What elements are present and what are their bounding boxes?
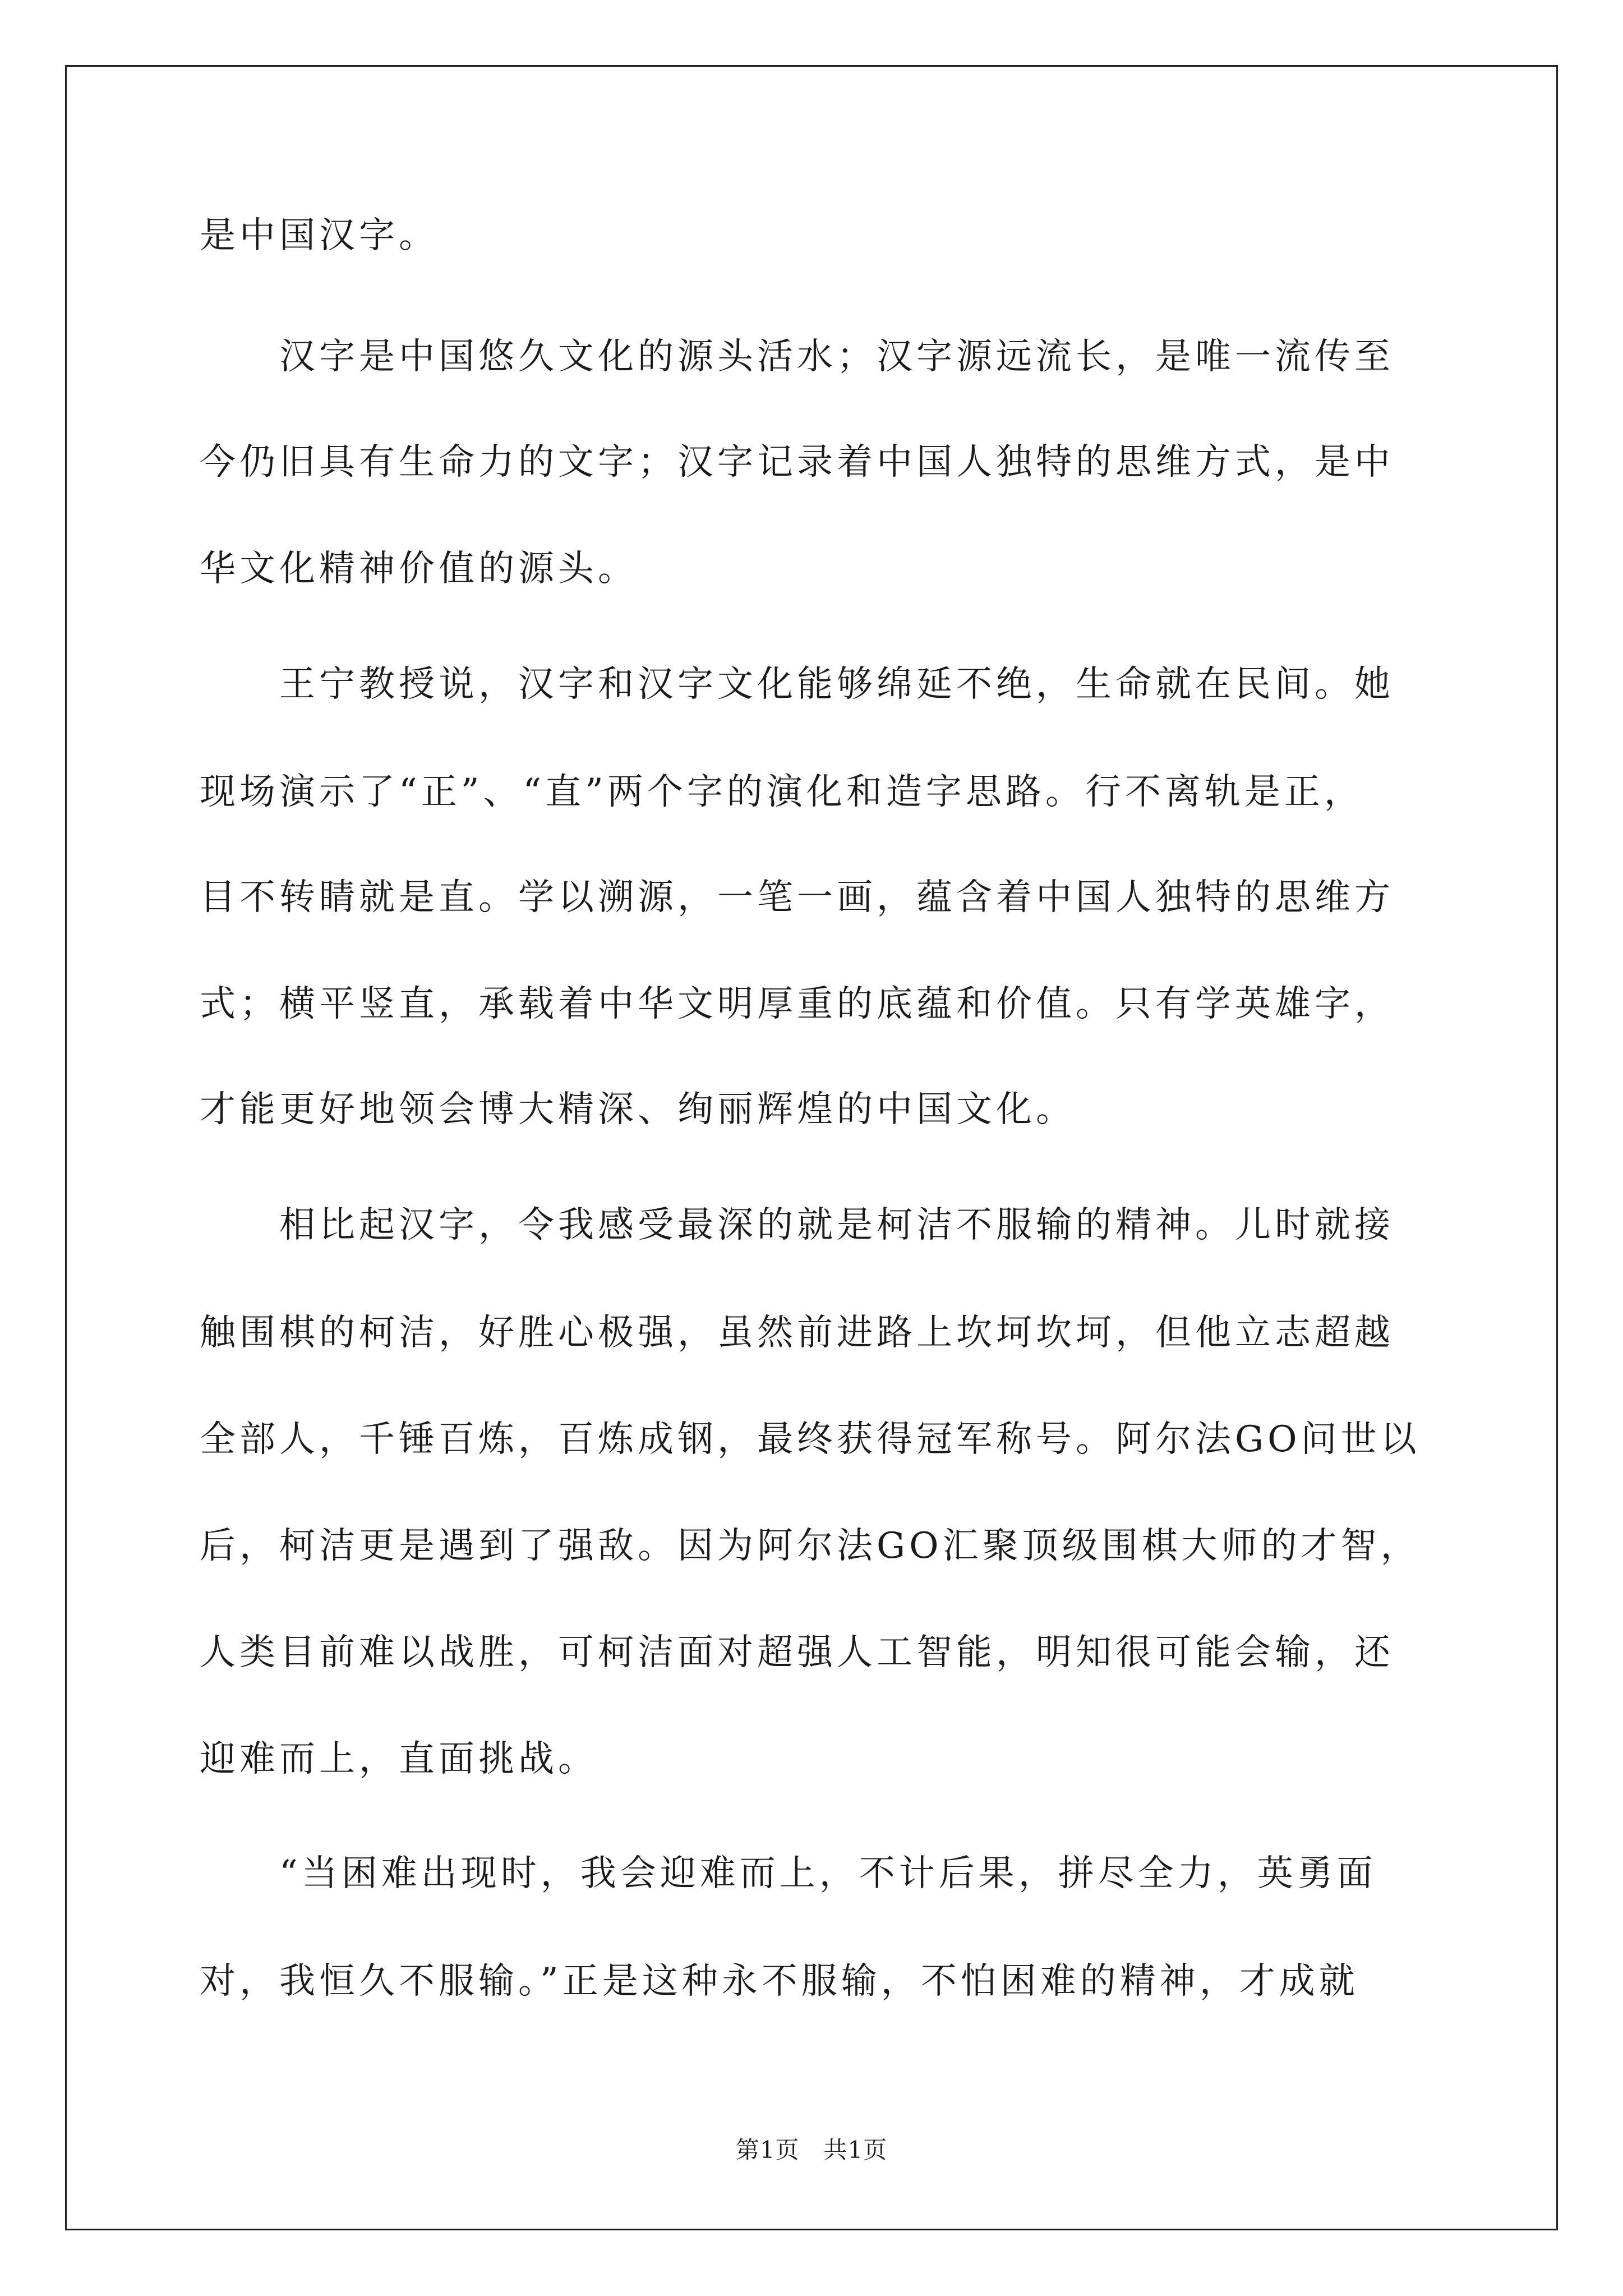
- text-line-1: 是中国汉字。: [200, 215, 439, 256]
- text-line-9: 才能更好地领会博大精深、绚丽辉煌的中国文化。: [200, 1089, 1076, 1130]
- text-line-10: 相比起汉字，令我感受最深的就是柯洁不服输的精神。儿时就接: [200, 1204, 1394, 1246]
- text-line-13: 后，柯洁更是遇到了强敌。因为阿尔法GO汇聚顶级围棋大师的才智，: [200, 1525, 1421, 1567]
- text-line-17: 对，我恒久不服输。”正是这种永不服输，不怕困难的精神，才成就: [200, 1961, 1359, 2002]
- text-line-3: 今仍旧具有生命力的文字；汉字记录着中国人独特的思维方式，是中: [200, 441, 1394, 483]
- text-line-11: 触围棋的柯洁，好胜心极强，虽然前进路上坎坷坎坷，但他立志超越: [200, 1312, 1394, 1354]
- text-line-8: 式；横平竖直，承载着中华文明厚重的底蕴和价值。只有学英雄字，: [200, 983, 1394, 1025]
- text-line-4: 华文化精神价值的源头。: [200, 548, 638, 590]
- page-number-footer: 第1页 共1页: [735, 2136, 888, 2164]
- text-line-6: 现场演示了“正”、“直”两个字的演化和造字思路。行不离轨是正，: [200, 771, 1364, 813]
- text-line-5: 王宁教授说，汉字和汉字文化能够绵延不绝，生命就在民间。她: [200, 664, 1394, 705]
- page-border: [65, 65, 1558, 2230]
- text-line-7: 目不转睛就是直。学以溯源，一笔一画，蕴含着中国人独特的思维方: [200, 877, 1394, 918]
- text-line-16: “当困难出现时，我会迎难而上，不计后果，拼尽全力，英勇面: [200, 1853, 1377, 1894]
- text-line-15: 迎难而上，直面挑战。: [200, 1738, 598, 1780]
- text-line-2: 汉字是中国悠久文化的源头活水；汉字源远流长，是唯一流传至: [200, 336, 1394, 378]
- text-line-12: 全部人，千锤百炼，百炼成钢，最终获得冠军称号。阿尔法GO问世以: [200, 1419, 1421, 1460]
- text-line-14: 人类目前难以战胜，可柯洁面对超强人工智能，明知很可能会输，还: [200, 1632, 1394, 1673]
